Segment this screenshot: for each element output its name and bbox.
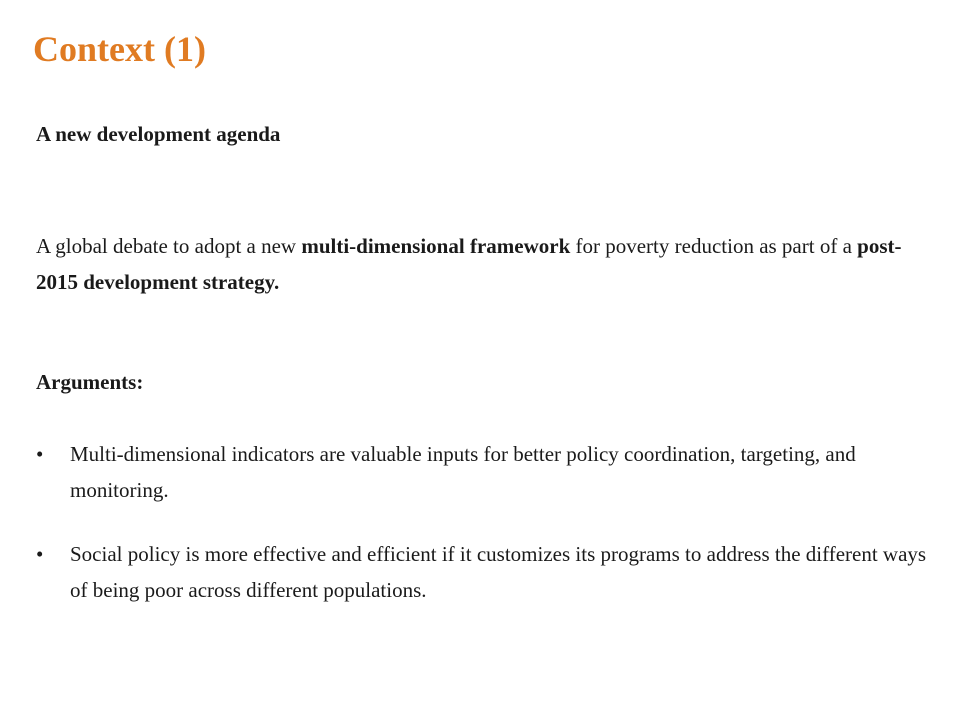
bullet-text: Social policy is more effective and efficient if it customizes its programs to address the different ways of being poor across different populations. xyxy=(70,542,927,602)
slide-subtitle: A new development agenda xyxy=(36,122,281,146)
intro-text-2: for poverty reduction as part of a xyxy=(570,234,858,258)
intro-text-1: A global debate to adopt a new xyxy=(36,234,302,258)
slide-title: Context (1) xyxy=(33,29,206,69)
arguments-heading: Arguments: xyxy=(36,370,144,394)
intro-bold-1: multi-dimensional framework xyxy=(301,234,571,258)
intro-paragraph xyxy=(36,228,936,300)
arguments-list xyxy=(36,436,936,636)
list-item xyxy=(36,436,936,508)
intro-bold-2: post-2015 development strategy. xyxy=(36,234,902,294)
bullet-icon: • xyxy=(36,542,44,566)
list-item xyxy=(36,536,936,608)
bullet-text: Multi-dimensional indicators are valuable inputs for better policy coordination, targeting, and monitoring. xyxy=(70,442,856,502)
bullet-icon: • xyxy=(36,442,44,466)
